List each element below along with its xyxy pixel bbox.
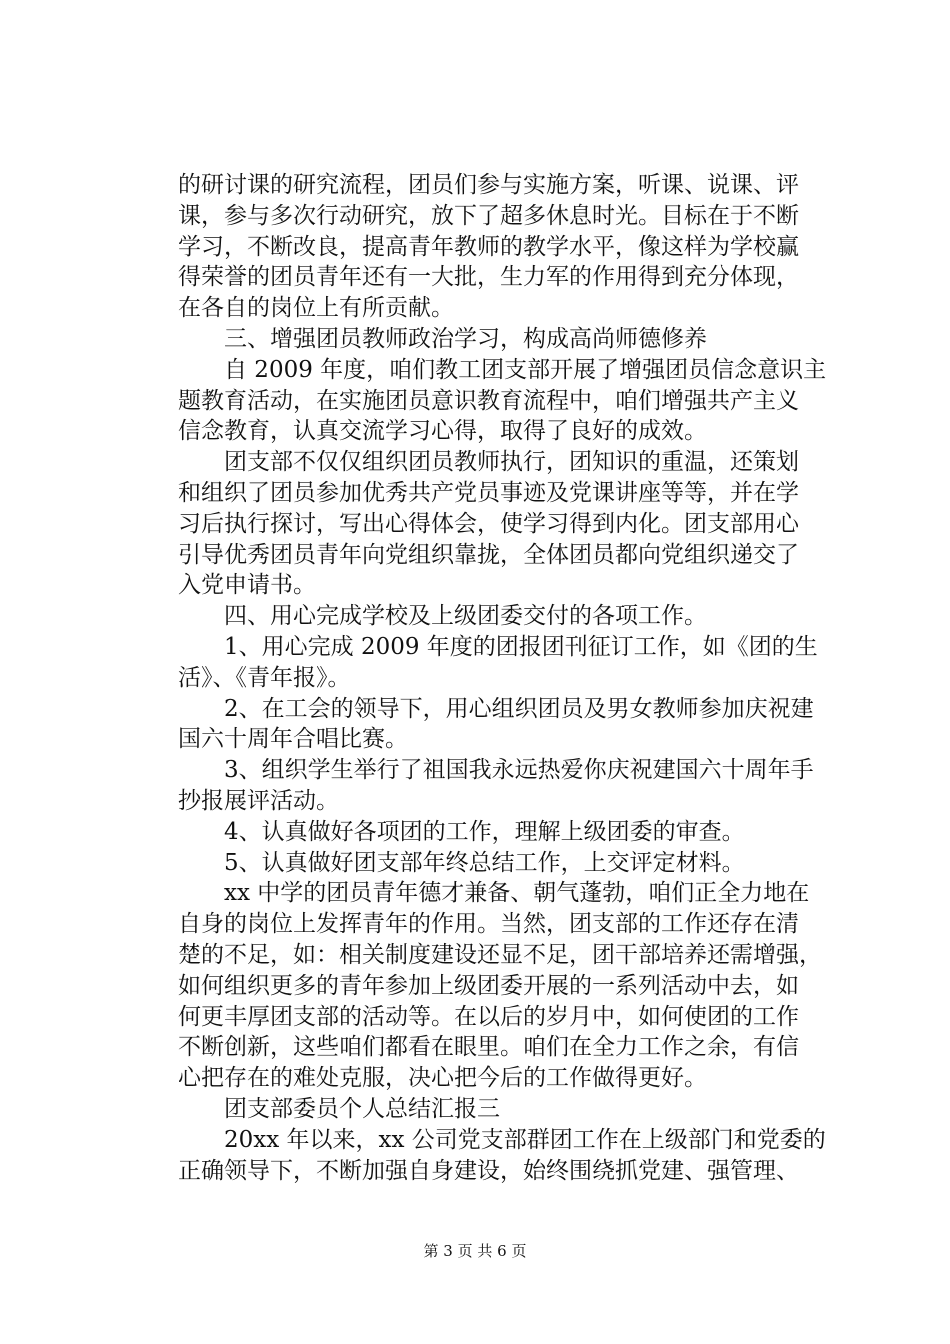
body-line: 楚的不足，如：相关制度建设还显不足，团干部培养还需增强， bbox=[178, 941, 822, 968]
list-item: 2、在工会的领导下，用心组织团员及男女教师参加庆祝建 bbox=[224, 695, 814, 722]
body-line: 入党申请书。 bbox=[178, 572, 316, 599]
list-item-continuation: 抄报展评活动。 bbox=[178, 787, 339, 814]
list-item-continuation: 活》、《青年报》。 bbox=[178, 664, 351, 691]
list-item: 3、组织学生举行了祖国我永远热爱你庆祝建国六十周年手 bbox=[224, 757, 814, 784]
body-line: 自 2009 年度，咱们教工团支部开展了增强团员信念意识主 bbox=[224, 356, 827, 383]
section-heading: 团支部委员个人总结汇报三 bbox=[224, 1095, 500, 1122]
body-line: 和组织了团员参加优秀共产党员事迹及党课讲座等等，并在学 bbox=[178, 479, 799, 506]
page-number-label: 第 3 页 共 6 页 bbox=[423, 1242, 527, 1260]
list-item: 1、用心完成 2009 年度的团报团刊征订工作，如《团的生 bbox=[224, 633, 818, 660]
body-line: 课，参与多次行动研究，放下了超多休息时光。目标在于不断 bbox=[178, 202, 799, 229]
body-line: 如何组织更多的青年参加上级团委开展的一系列活动中去，如 bbox=[178, 972, 799, 999]
body-line: 题教育活动，在实施团员意识教育流程中，咱们增强共产主义 bbox=[178, 387, 799, 414]
body-line: 得荣誉的团员青年还有一大批，生力军的作用得到充分体现， bbox=[178, 264, 799, 291]
body-line: 的研讨课的研究流程，团员们参与实施方案，听课、说课、评 bbox=[178, 172, 799, 198]
body-line: 正确领导下，不断加强自身建设，始终围绕抓党建、强管理、 bbox=[178, 1157, 799, 1184]
document-body bbox=[178, 170, 838, 1186]
body-line: 团支部不仅仅组织团员教师执行，团知识的重温，还策划 bbox=[224, 449, 799, 476]
list-item: 5、认真做好团支部年终总结工作，上交评定材料。 bbox=[224, 849, 745, 876]
body-line: 信念教育，认真交流学习心得，取得了良好的成效。 bbox=[178, 418, 707, 445]
body-line: 学习，不断改良，提高青年教师的教学水平，像这样为学校赢 bbox=[178, 233, 799, 260]
body-line: 20xx 年以来，xx 公司党支部群团工作在上级部门和党委的 bbox=[224, 1126, 826, 1153]
body-line: 何更丰厚团支部的活动等。在以后的岁月中，如何使团的工作 bbox=[178, 1003, 799, 1030]
body-line: 心把存在的难处克服，决心把今后的工作做得更好。 bbox=[178, 1065, 707, 1092]
body-line: 引导优秀团员青年向党组织靠拢，全体团员都向党组织递交了 bbox=[178, 541, 799, 568]
body-line: 自身的岗位上发挥青年的作用。当然，团支部的工作还存在清 bbox=[178, 911, 799, 938]
section-heading: 三、增强团员教师政治学习，构成高尚师德修养 bbox=[224, 325, 707, 352]
body-line: 不断创新，这些咱们都看在眼里。咱们在全力工作之余，有信 bbox=[178, 1034, 799, 1061]
page-footer bbox=[0, 1241, 950, 1261]
list-item: 4、认真做好各项团的工作，理解上级团委的审查。 bbox=[224, 818, 745, 845]
list-item-continuation: 国六十周年合唱比赛。 bbox=[178, 726, 408, 753]
body-line: xx 中学的团员青年德才兼备、朝气蓬勃，咱们正全力地在 bbox=[224, 880, 810, 907]
section-heading: 四、用心完成学校及上级团委交付的各项工作。 bbox=[224, 603, 707, 630]
body-line: 在各自的岗位上有所贡献。 bbox=[178, 295, 454, 322]
body-line: 习后执行探讨，写出心得体会，使学习得到内化。团支部用心 bbox=[178, 510, 799, 537]
